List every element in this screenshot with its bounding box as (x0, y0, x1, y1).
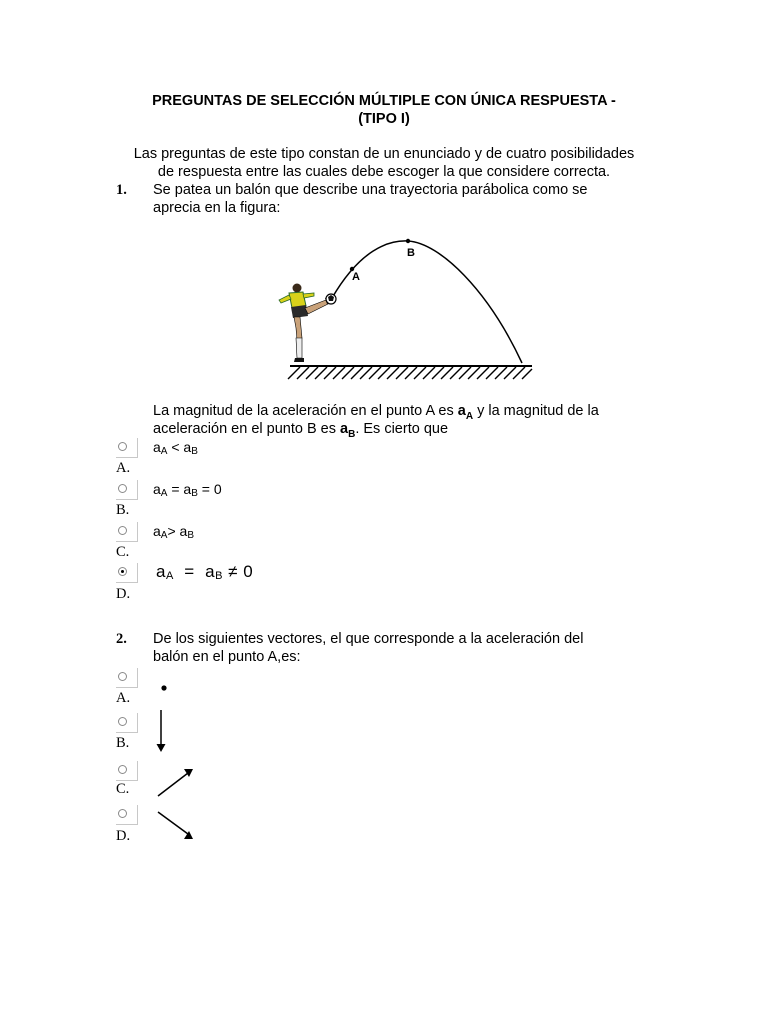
page-title-line2: (TIPO I) (358, 111, 410, 127)
figure-label-b: B (407, 247, 415, 259)
radio-option-c[interactable] (116, 761, 138, 781)
question-2-number: 2. (116, 631, 127, 647)
option-c-text: $a_A> a_B$ (153, 523, 194, 541)
radio-option-a[interactable] (116, 438, 138, 458)
option-b-text: $a_A = a_B = 0$ (153, 481, 222, 499)
radio-option-b[interactable] (116, 480, 138, 500)
arrow-up-right-icon (152, 764, 198, 800)
projectile-figure (270, 230, 540, 385)
question-1-stem-line2: aceleración en el punto B es $a_B$. Es cierto que (153, 421, 449, 440)
vector-dot-icon (155, 678, 175, 698)
option-c-letter: C. (116, 781, 130, 797)
option-a-text: $a_A < a_B$ (153, 439, 198, 457)
option-d-letter: D. (116, 586, 131, 602)
trajectory-curve (332, 241, 522, 363)
radio-option-d-selected[interactable] (116, 563, 138, 583)
radio-option-d[interactable] (116, 805, 138, 825)
page-title-line1: PREGUNTAS DE SELECCIÓN MÚLTIPLE CON ÚNICA RESPUESTA - (152, 93, 616, 109)
question-1-text-line1: Se patea un balón que describe una trayectoria parábolica como se (153, 182, 588, 198)
ground (288, 366, 532, 379)
option-a-letter: A. (116, 460, 131, 476)
point-b-marker (406, 239, 410, 243)
intro-line1: Las preguntas de este tipo constan de un enunciado y de cuatro posibilidades (133, 146, 635, 162)
arrow-down-icon (150, 708, 174, 754)
radio-option-a[interactable] (116, 668, 138, 688)
option-d-letter: D. (116, 828, 131, 844)
option-b-letter: B. (116, 735, 130, 751)
option-b-letter: B. (116, 502, 130, 518)
option-c-letter: C. (116, 544, 130, 560)
radio-option-b[interactable] (116, 713, 138, 733)
question-1-stem-line1: La magnitud de la aceleración en el punto A es $a_A$ y la magnitud de la (153, 403, 599, 422)
question-1-number: 1. (116, 182, 127, 198)
radio-option-c[interactable] (116, 522, 138, 542)
arrow-down-right-icon (152, 806, 198, 842)
question-2-text-line2: balón en el punto A,es: (153, 649, 301, 665)
soccer-player-illustration (279, 284, 336, 363)
figure-label-a: A (352, 271, 360, 283)
intro-line2: de respuesta entre las cuales debe escoger la que considere correcta. (157, 164, 611, 180)
question-2-text-line1: De los siguientes vectores, el que corresponde a la aceleración del (153, 631, 584, 647)
option-a-letter: A. (116, 690, 131, 706)
question-1-text-line2: aprecia en la figura: (153, 200, 281, 216)
option-d-text: $a_A = a_B \ne 0$ (156, 562, 254, 582)
